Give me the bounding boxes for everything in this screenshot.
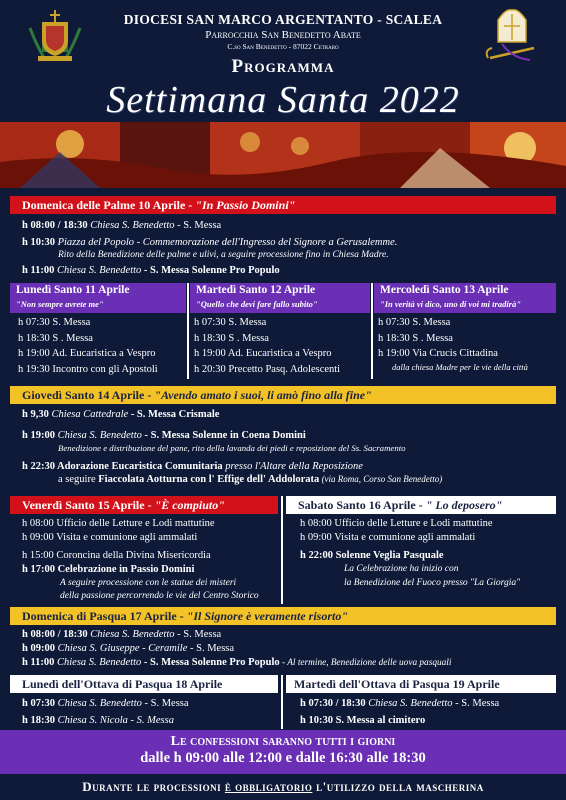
mask-notice-part-1: Durante le processioni xyxy=(82,779,225,794)
event: - S. Messa xyxy=(174,220,222,231)
column-divider xyxy=(371,283,373,379)
palm-sunday-item-2 xyxy=(22,236,397,249)
good-friday-title: Venerdì Santo 15 Aprile - xyxy=(22,498,155,512)
easter-sunday-title: Domenica di Pasqua 17 Aprile - xyxy=(22,609,187,623)
parish-address: C.so San Benedetto - 87022 Cetraro xyxy=(227,42,339,51)
holy-saturday-item-3: h 22:00 Solenne Veglia Pasquale xyxy=(300,550,444,561)
holy-thursday-item-3 xyxy=(22,460,363,473)
procession: Fiaccolata Aotturna con l' Effige dell' Addolorata xyxy=(98,474,320,485)
tuesday-head xyxy=(190,283,370,313)
good-friday-note-2: della passione percorrendo le vie del Centro Storico xyxy=(60,591,259,601)
place: Chiesa Cattedrale xyxy=(51,409,129,420)
time: h 10:30 xyxy=(22,237,58,248)
good-friday-item-2: h 09:00 Visita e comunione agli ammalati xyxy=(22,532,198,543)
easter-monday-item-1 xyxy=(22,697,189,710)
event: Chiesa S. Nicola - S. Messa xyxy=(57,715,174,726)
place: Chiesa S. Benedetto xyxy=(57,430,142,441)
place: Chiesa S. Benedetto xyxy=(90,220,175,231)
easter-item-1 xyxy=(22,628,221,641)
holy-saturday-title: Sabato Santo 16 Aprile - xyxy=(298,498,426,512)
event: h 22:30 Adorazione Eucaristica Comunitaria xyxy=(22,461,226,472)
good-friday-item-3: h 15:00 Coroncina della Divina Misericordia xyxy=(22,550,211,561)
event: Piazza del Popolo - Commemorazione dell'Ingresso del Signore a Gerusalemme. xyxy=(57,237,398,248)
header xyxy=(0,0,566,122)
place: Chiesa S. Benedetto xyxy=(57,698,142,709)
time: h 18:30 xyxy=(22,715,58,726)
wednesday-item-2: h 18:30 S . Messa xyxy=(378,333,453,344)
place: Chiesa S. Benedetto xyxy=(368,698,453,709)
column-divider xyxy=(187,283,189,379)
holy-saturday-note-1: La Celebrazione ha inizio con xyxy=(344,564,459,574)
time: h 07:30 xyxy=(22,698,58,709)
monday-quote: "Non sempre avrete me" xyxy=(16,299,104,309)
monday-item-4: h 19:30 Incontro con gli Apostoli xyxy=(18,364,158,375)
mask-notice-emphasis: è obbligatorio xyxy=(224,779,313,794)
column-divider xyxy=(281,675,283,729)
wednesday-head xyxy=(374,283,556,313)
wednesday-quote: "In verità vi dico, uno di voi mi tradirà" xyxy=(380,299,521,309)
palm-sunday-item-3 xyxy=(22,264,280,277)
monday-item-3: h 19:00 Ad. Eucaristica a Vespro xyxy=(18,348,156,359)
column-divider xyxy=(281,496,283,604)
event: - S. Messa xyxy=(141,698,189,709)
good-friday-item-1: h 08:00 Ufficio delle Letture e Lodi mattutine xyxy=(22,518,215,529)
easter-sunday-motto: "Il Signore è veramente risorto" xyxy=(186,609,348,623)
palm-sunday-motto: "In Passio Domini" xyxy=(195,198,296,212)
note: a seguire xyxy=(58,474,99,485)
holy-saturday-item-2: h 09:00 Visita e comunione agli ammalati xyxy=(300,532,476,543)
time: h 09:00 xyxy=(22,643,58,654)
easter-tuesday-title: Martedì dell'Ottava di Pasqua 19 Aprile xyxy=(294,677,500,691)
good-friday-band xyxy=(10,496,278,514)
diocese-name: DIOCESI SAN MARCO ARGENTANTO - SCALEA xyxy=(123,12,443,27)
monday-item-2: h 18:30 S . Messa xyxy=(18,333,93,344)
route: (via Roma, Corso San Benedetto) xyxy=(319,474,443,484)
note: - Al termine, Benedizione delle uova pasquali xyxy=(279,658,452,668)
page-title: Settimana Santa 2022 xyxy=(106,79,460,121)
easter-tuesday-item-2: h 10:30 S. Messa al cimitero xyxy=(300,715,426,726)
wednesday-title: Mercoledì Santo 13 Aprile xyxy=(380,284,509,296)
holy-thursday-motto: "Avendo amato i suoi, li amò fino alla fine" xyxy=(154,388,372,402)
place: Chiesa S. Benedetto xyxy=(57,657,142,668)
holy-thursday-item-2 xyxy=(22,429,306,442)
palm-sunday-band xyxy=(10,196,556,214)
holy-thursday-title: Giovedì Santo 14 Aprile - xyxy=(22,388,155,402)
confessions-banner xyxy=(0,730,566,774)
event: - S. Messa xyxy=(174,629,222,640)
place: Chiesa S. Benedetto xyxy=(57,265,142,276)
event: - S. Messa xyxy=(187,643,235,654)
parish-name: Parrocchia San Benedetto Abate xyxy=(205,29,361,41)
event: - S. Messa xyxy=(452,698,500,709)
good-friday-motto: "È compiuto" xyxy=(154,498,225,512)
programma-heading: Programma xyxy=(231,56,335,77)
mask-notice xyxy=(0,774,566,800)
mitre-crozier-icon xyxy=(484,8,540,66)
holy-thursday-item-1 xyxy=(22,408,219,421)
time: h 08:00 / 18:30 xyxy=(22,220,91,231)
good-friday-note-1: A seguire processione con le statue dei misteri xyxy=(60,578,237,588)
place: presso l'Altare della Reposizione xyxy=(225,461,363,472)
palm-sunday-item-2-note: Rito della Benedizione delle palme e ulivi, a seguire processione fino in Chiesa Madre. xyxy=(58,250,389,260)
tuesday-item-2: h 18:30 S . Messa xyxy=(194,333,269,344)
event: - S. Messa Solenne Pro Populo xyxy=(141,265,280,276)
time: h 11:00 xyxy=(22,265,58,276)
easter-sunday-band xyxy=(10,607,556,625)
time: h 08:00 / 18:30 xyxy=(22,629,91,640)
easter-monday-band xyxy=(10,675,278,693)
palm-sunday-title: Domenica delle Palme 10 Aprile - xyxy=(22,198,196,212)
place: Chiesa S. Giuseppe - Ceramile xyxy=(57,643,188,654)
tuesday-title: Martedì Santo 12 Aprile xyxy=(196,284,316,296)
place: Chiesa S. Benedetto xyxy=(90,629,175,640)
time: h 11:00 xyxy=(22,657,58,668)
monday-title: Lunedì Santo 11 Aprile xyxy=(16,284,130,296)
holy-thursday-item-3-note xyxy=(58,473,442,486)
time: h 19:00 xyxy=(22,430,58,441)
tuesday-quote: "Quello che devi fare fallo subito" xyxy=(196,299,318,309)
holy-thursday-item-2-note: Benedizione e distribuzione del pane, rito della lavanda dei piedi e reposizione del Ss. Sacramento xyxy=(58,443,406,453)
holy-saturday-item-1: h 08:00 Ufficio delle Letture e Lodi mattutine xyxy=(300,518,493,529)
confessions-hours: dalle h 09:00 alle 12:00 e dalle 16:30 alle 18:30 xyxy=(140,750,426,766)
time: h 07:30 / 18:30 xyxy=(300,698,369,709)
mask-notice-part-2: l'utilizzo della mascherina xyxy=(312,779,484,794)
easter-item-2 xyxy=(22,642,234,655)
wednesday-item-3: h 19:00 Via Crucis Cittadina xyxy=(378,348,498,359)
monday-head xyxy=(10,283,186,313)
holy-saturday-note-2: la Benedizione del Fuoco presso "La Giorgia" xyxy=(344,578,521,588)
easter-monday-item-2 xyxy=(22,714,174,727)
good-friday-item-4: h 17:00 Celebrazione in Passio Domini xyxy=(22,564,195,575)
tuesday-item-4: h 20:30 Precetto Pasq. Adolescenti xyxy=(194,364,341,375)
time: h 9,30 xyxy=(22,409,52,420)
holy-saturday-band xyxy=(286,496,556,514)
easter-item-3 xyxy=(22,656,451,670)
tuesday-item-3: h 19:00 Ad. Eucaristica a Vespro xyxy=(194,348,332,359)
confessions-heading: Le confessioni saranno tutti i giorni xyxy=(170,734,396,749)
holy-saturday-motto: " Lo deposero" xyxy=(425,498,503,512)
easter-tuesday-band xyxy=(286,675,556,693)
monday-item-1: h 07:30 S. Messa xyxy=(18,317,91,328)
holy-thursday-band xyxy=(10,386,556,404)
wednesday-item-3-note: dalla chiesa Madre per le vie della città xyxy=(392,362,528,372)
event: - S. Messa Solenne Pro Populo xyxy=(141,657,280,668)
easter-tuesday-item-1 xyxy=(300,697,499,710)
wednesday-item-1: h 07:30 S. Messa xyxy=(378,317,451,328)
palm-sunday-item-1 xyxy=(22,219,221,232)
easter-monday-title: Lunedì dell'Ottava di Pasqua 18 Aprile xyxy=(22,677,223,691)
tuesday-item-1: h 07:30 S. Messa xyxy=(194,317,267,328)
event: - S. Messa Crismale xyxy=(128,409,220,420)
sacred-art-banner xyxy=(0,122,566,188)
event: - S. Messa Solenne in Coena Domini xyxy=(141,430,306,441)
